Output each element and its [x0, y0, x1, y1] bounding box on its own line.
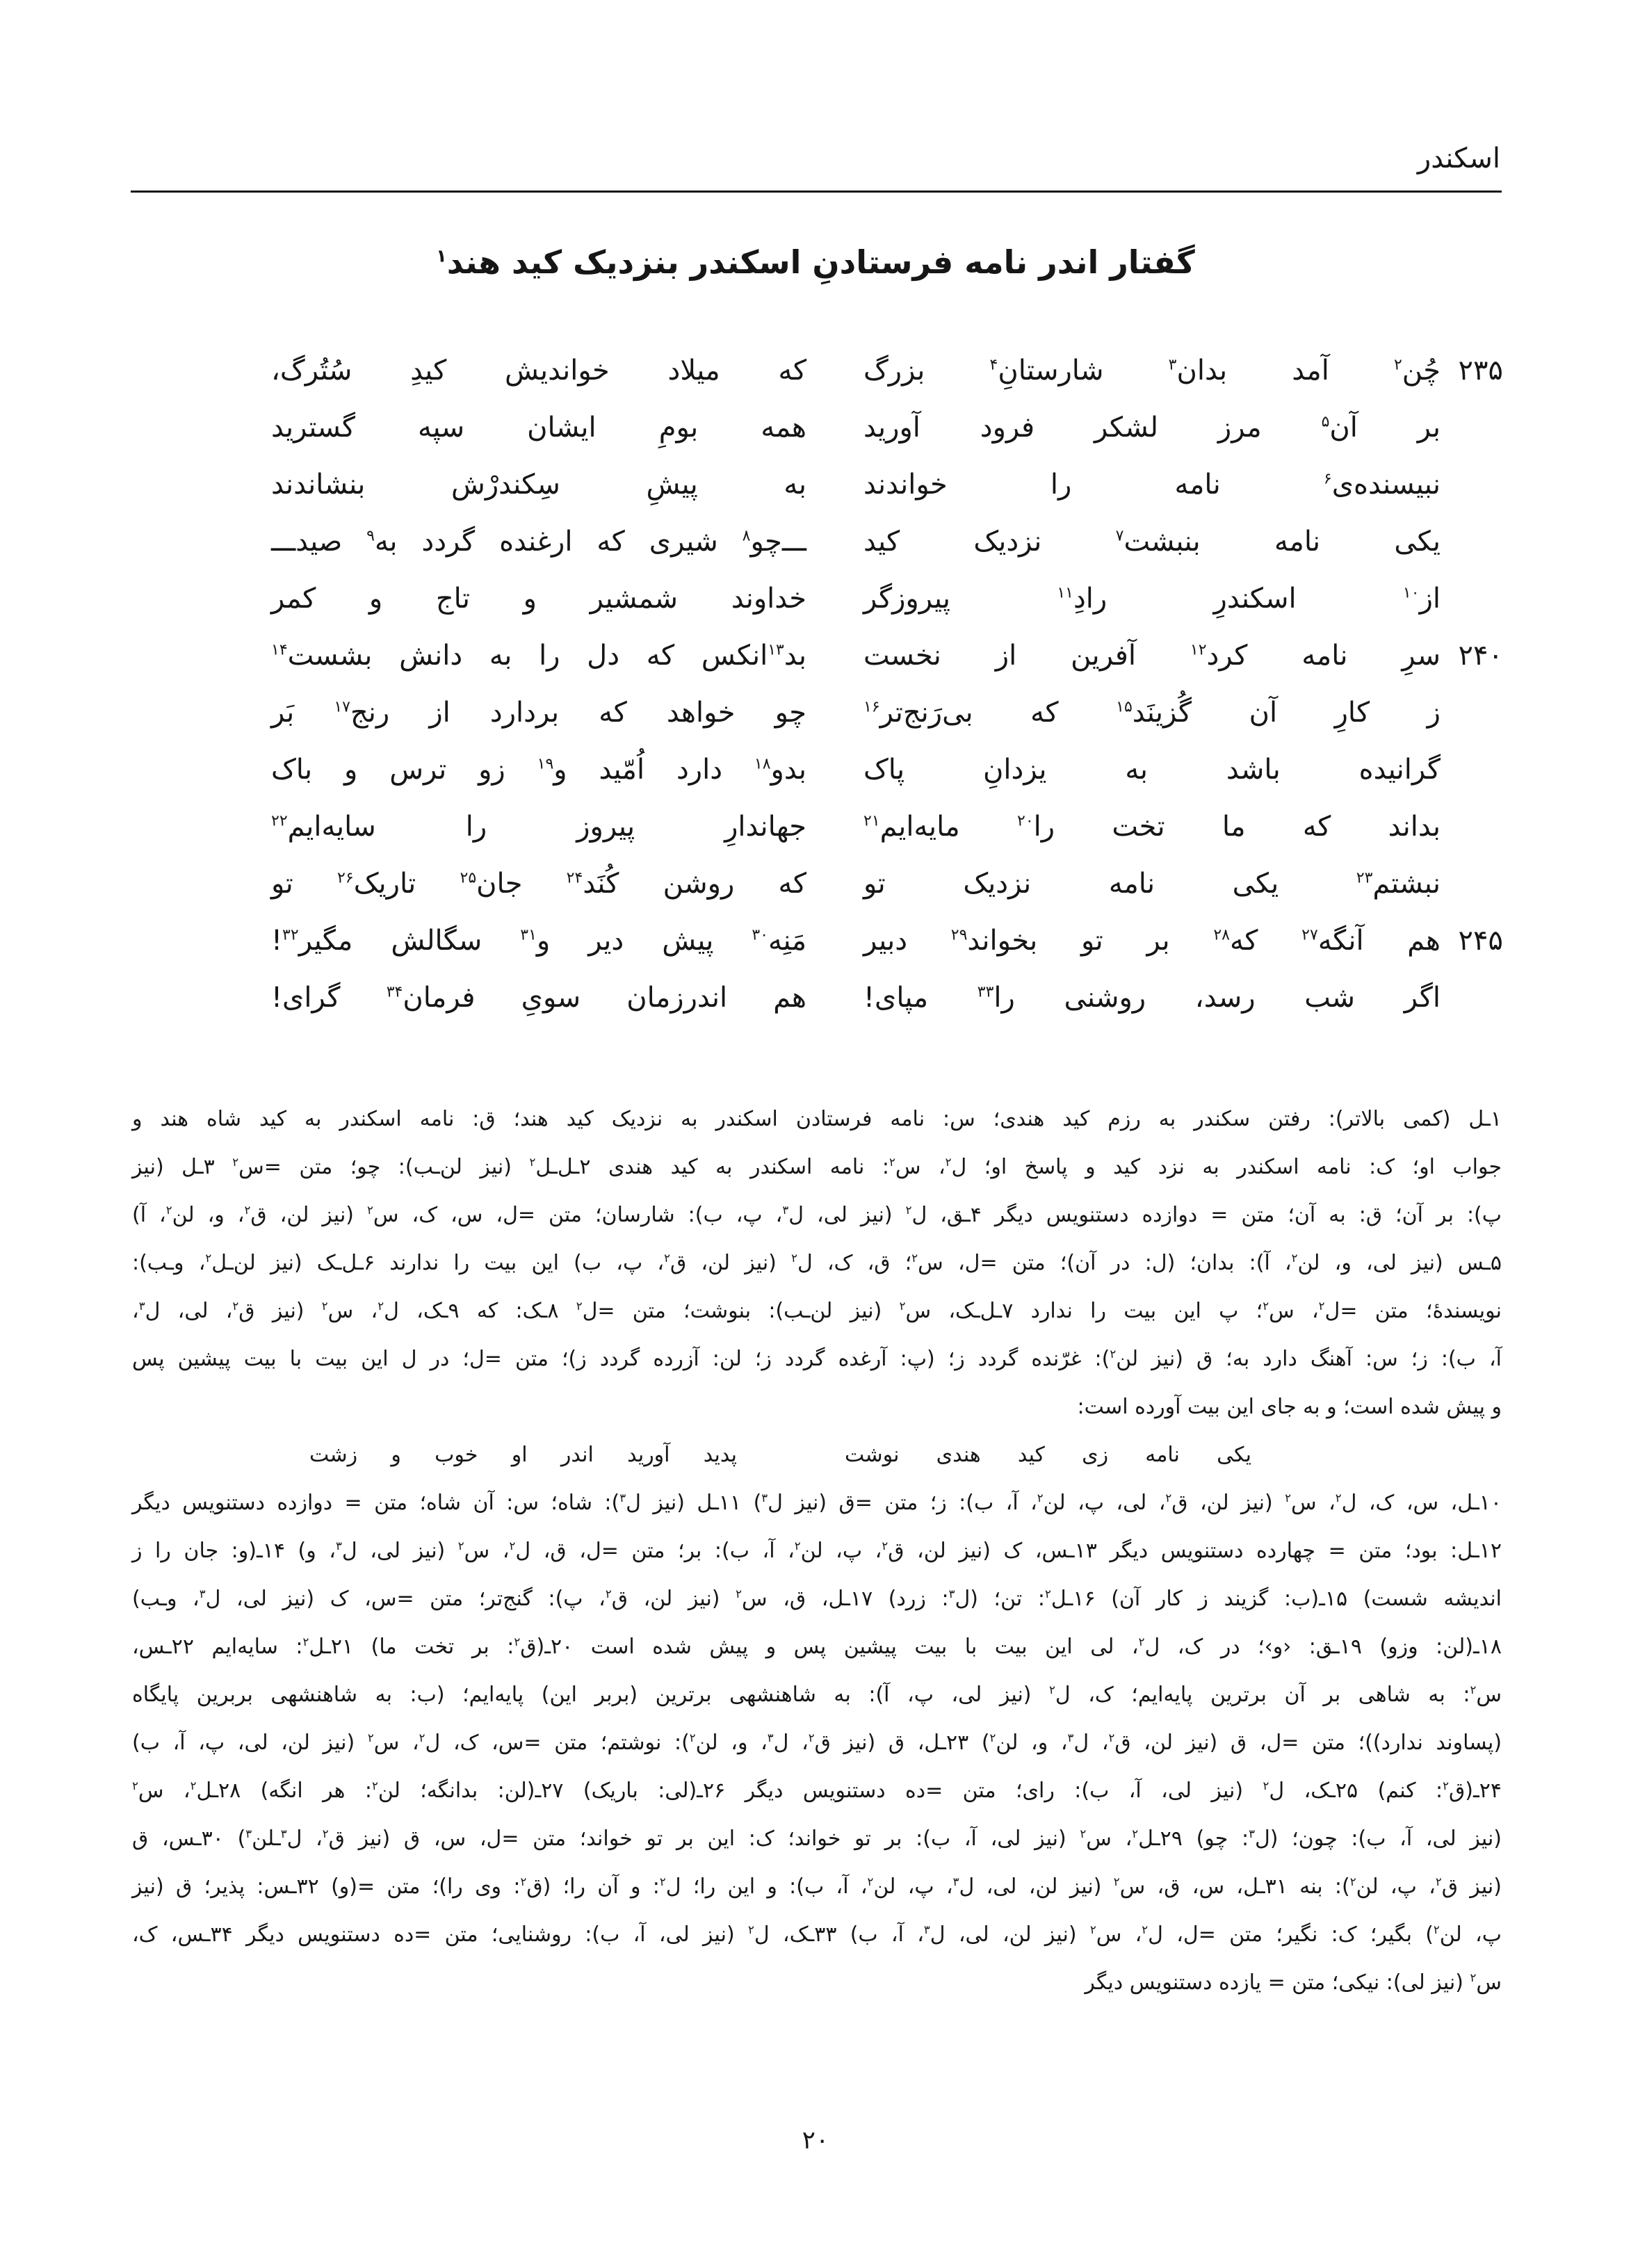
poem-verse-row: [0, 684, 1631, 741]
hemistich-right: چُن$^۲$ آمد بدان$^۳$ شارستانِ$^۴$ بزرگ: [863, 355, 1441, 387]
hemistich-right: اگر شب رسد، روشنی را$^{۳۳}$ مپای!: [863, 982, 1441, 1014]
hemistich-left: ـــ‌چو$^۸$ شیری که ارغنده گردد به$^۹$ صیدـــ: [271, 526, 807, 558]
apparatus-line: (نیز لی، آ، ب): چون؛ (ل$^۳$: چو) ۲۹ـل$^۲$، س$^۲$ (نیز لی، آ، ب): بر تو خواند؛ ک: این بر تو خواند؛ متن =ل، س، ق (نیز ق$^۲$، ل$^۳$ـلن$^۳$) ۳۰ـس، ق: [132, 1826, 1502, 1851]
hemistich-right: یکی نامه بنبشت$^۷$ نزدیک کید: [863, 526, 1441, 558]
poem-verse-row: [0, 627, 1631, 684]
apparatus-line: ۲۴ـ(ق$^۲$: کنم) ۲۵ـک، ل$^۲$ (نیز لی، آ، ب): رای؛ متن =ده دستنویس دیگر ۲۶ـ(لی: باریک) ۲۷ـ(لن: بدانگه؛ لن$^۲$: هر انگه) ۲۸ـل$^۲$، س$^۲$: [132, 1779, 1502, 1803]
hemistich-right: نبشتم$^{۲۳}$ یکی نامه نزدیک تو: [863, 868, 1441, 900]
apparatus-line: س$^۲$ (نیز لی): نیکی؛ متن = یازده دستنویس دیگر: [1085, 1970, 1502, 1995]
hemistich-left: بدو$^{۱۸}$ دارد اُمّید و$^{۱۹}$ زو ترس و باک: [271, 754, 806, 786]
poem-block: [0, 342, 1631, 1026]
apparatus-line: س$^۲$: به شاهی بر آن برترین پایه‌ایم؛ ک، ل$^۲$ (نیز لی، پ، آ): به شاهنشهی برترین (بربر این) پایه‌ایم؛ (ب: به شاهنشهی بربرین پایگاه: [132, 1683, 1502, 1707]
hemistich-right: بر آن$^۵$ مرز لشکر فرود آورید: [863, 412, 1441, 444]
running-header: اسکندر: [1417, 143, 1500, 175]
apparatus-line: ۵ـس (نیز لی، و، لن$^۲$، آ): بدان؛ (ل: در آن)؛ متن =ل، س$^۲$؛ ق، ک، ل$^۲$ (نیز لن، ق$^۲$، پ، ب) این بیت را ندارند ۶ـل‌ـک (نیز لن‌ـل$^۲$، وـب):: [132, 1251, 1502, 1275]
poem-verse-row: [0, 855, 1631, 912]
apparatus-verse-right: یکی نامه زی کید هندی نوشت: [845, 1443, 1251, 1467]
hemistich-left: مَنِه$^{۳۰}$ پیش دیر و$^{۳۱}$ سگالش مگیر$^{۳۲}$!: [271, 925, 806, 957]
hemistich-right: سرِ نامه کرد$^{۱۲}$ آفرین از نخست: [863, 640, 1441, 672]
apparatus-line: آ، ب): ز؛ س: آهنگ دارد به؛ ق (نیز لن$^۲$): غرّنده گردد ز؛ (پ: آرغده گردد ز؛ لن: آزرده گردد ز)؛ متن =ل؛ در ل این بیت با بیت پیشین پس: [132, 1347, 1502, 1371]
hemistich-left: بد$^{۱۳}$انکس که دل را به دانش بشست$^{۱۴}$: [271, 640, 806, 672]
page-number: ۲۰: [802, 2126, 829, 2155]
apparatus-line: پ): بر آن؛ ق: به آن؛ متن = دوازده دستنویس دیگر ۴ـق، ل$^۲$ (نیز لی، ل$^۳$، پ، ب): شارسان؛ متن =ل، س، ک، س$^۲$ (نیز لن، ق$^۲$، و، لن$^۲$، آ): [132, 1203, 1502, 1227]
hemistich-left: چو خواهد که بردارد از رنج$^{۱۷}$ بَر: [271, 697, 806, 729]
apparatus-line: ۱۲ـل: بود؛ متن = چهارده دستنویس دیگر ۱۳ـس، ک (نیز لن، ق$^۲$، پ، لن$^۲$، آ، ب): بر؛ متن =ل، ق، ل$^۲$، س$^۲$ (نیز لی، ل$^۳$، و) ۱۴ـ(و: جان را ز: [132, 1539, 1502, 1563]
apparatus-line: ۱۰ـل، س، ک، ل$^۲$، س$^۲$ (نیز لن، ق$^۲$، لی، پ، لن$^۲$، آ، ب): ز؛ متن =ق (نیز ل$^۳$) ۱۱ـل (نیز ل$^۳$): شاه؛ س: آن شاه؛ متن = دوازده دستنویس دیگر: [132, 1491, 1502, 1515]
poem-verse-row: [0, 741, 1631, 798]
hemistich-left: جهاندارِ پیروز را سایه‌ایم$^{۲۲}$: [271, 811, 806, 843]
verse-number: ۲۴۰: [1458, 640, 1503, 672]
hemistich-left: خداوند شمشیر و تاج و کمر: [271, 583, 806, 615]
poem-verse-row: [0, 342, 1631, 399]
poem-verse-row: [0, 969, 1631, 1026]
hemistich-right: بداند که ما تخت را$^{۲۰}$ مایه‌ایم$^{۲۱}$: [863, 811, 1441, 843]
critical-apparatus: [132, 1095, 1502, 2007]
apparatus-line: ۱ـل (کمی بالاتر): رفتن سکندر به رزم کید هندی؛ س: نامه فرستادن اسکندر به نزدیک کید هند؛ ق: نامه اسکندر به کید شاه هند و: [132, 1107, 1502, 1131]
hemistich-left: همه بومِ ایشان سپه گسترید: [271, 412, 806, 444]
hemistich-right: هم آنگه$^{۲۷}$ که$^{۲۸}$ بر تو بخواند$^{۲۹}$ دبیر: [863, 925, 1441, 957]
apparatus-line: ۱۸ـ(لن: وزو) ۱۹ـق: ‹و›؛ در ک، ل$^۲$، لی این بیت با بیت پیشین پس و پیش شده است ۲۰ـ(ق$^۲$: بر تخت ما) ۲۱ـل$^۲$: سایه‌ایم ۲۲ـس،: [132, 1635, 1502, 1659]
apparatus-line: (نیز ق$^۲$، پ، لن$^۲$): بنه ۳۱ـل، س، ق، س$^۲$ (نیز لن، لی، ل$^۳$، پ، لن$^۲$، آ، ب): و این را؛ ل$^۲$: و آن را؛ (ق$^۲$: وی را)؛ متن =(و) ۳۲ـس: پذیر؛ ق (نیز: [132, 1874, 1502, 1899]
apparatus-verse-left: پدید آورید اندر او خوب و زشت: [309, 1443, 737, 1467]
verse-number: ۲۴۵: [1458, 925, 1503, 957]
hemistich-right: گرانیده باشد به یزدانِ پاک: [863, 754, 1441, 786]
poem-verse-row: [0, 513, 1631, 570]
apparatus-line: نویسندهٔ؛ متن =ل$^۲$، س$^۲$؛ پ این بیت را ندارد ۷ـل‌ـک، س$^۲$ (نیز لن‌ـب): بنوشت؛ متن =ل$^۲$ ۸ـک: که ۹ـک، ل$^۲$، س$^۲$ (نیز ق$^۲$، لی، ل$^۳$،: [132, 1299, 1502, 1323]
hemistich-left: که میلاد خواندیش کیدِ سُتُرگ،: [271, 355, 806, 387]
hemistich-left: هم اندرزمان سویِ فرمان$^{۳۴}$ گرای!: [271, 982, 806, 1014]
verse-number: ۲۳۵: [1458, 355, 1503, 387]
apparatus-line: اندیشه شست) ۱۵ـ(ب: گزیند ز کار آن) ۱۶ـل$^۲$: تن؛ (ل$^۳$: زرد) ۱۷ـل، ق، س$^۲$ (نیز لن، ق$^۲$، پ): گنج‌تر؛ متن =س، ک (نیز لی، ل$^۳$، وـب): [132, 1587, 1502, 1611]
hemistich-right: نبیسنده‌ی$^۶$ نامه را خواندند: [863, 469, 1441, 501]
poem-verse-row: [0, 912, 1631, 969]
hemistich-right: ز کارِ آن گُزینَد$^{۱۵}$ که بی‌رَنج‌تر$^{۱۶}$: [863, 697, 1441, 729]
hemistich-right: از$^{۱۰}$ اسکندرِ رادِ$^{۱۱}$ پیروزگر: [863, 583, 1441, 615]
poem-verse-row: [0, 570, 1631, 627]
hemistich-left: به پیشِ سِکندرْش بنشاندند: [271, 469, 806, 501]
hemistich-left: که روشن کُنَد$^{۲۴}$ جان$^{۲۵}$ تاریک$^{۲۶}$ تو: [271, 868, 806, 900]
poem-verse-row: [0, 399, 1631, 456]
poem-verse-row: [0, 456, 1631, 513]
header-rule: [131, 191, 1502, 193]
apparatus-line: (پساوند ندارد))؛ متن =ل، ق (نیز لن، ق$^۲$، ل$^۳$، و، لن$^۲$) ۲۳ـل، ق (نیز ق$^۲$، ل$^۳$، و، لن$^۲$): نوشتم؛ متن =س، ک، ل$^۲$، س$^۲$ (نیز لن، لی، پ، آ، ب): [132, 1731, 1502, 1755]
chapter-title: گفتار اندر نامه فرستادنِ اسکندر بنزدیک کید هند$^۱$: [436, 243, 1195, 281]
apparatus-verse: [132, 1431, 1502, 1479]
poem-verse-row: [0, 798, 1631, 855]
apparatus-line: و پیش شده است؛ و به جای این بیت آورده است:: [1077, 1395, 1502, 1419]
apparatus-line: پ، لن$^۲$) بگیر؛ ک: نگیر؛ متن =ل، ل$^۲$، س$^۲$ (نیز لن، لی، ل$^۳$، آ، ب) ۳۳ـک، ل$^۲$ (نیز لی، آ، ب): روشنایی؛ متن =ده دستنویس دیگر ۳۴ـس، ک،: [132, 1922, 1502, 1947]
apparatus-line: جواب او؛ ک: نامه اسکندر به نزد کید و پاسخ او؛ ل$^۲$، س$^۲$: نامه اسکندر به کید هندی ۲ـل‌ـل$^۲$ (نیز لن‌ـب): چو؛ متن =س$^۲$ ۳ـل (نیز: [132, 1155, 1502, 1179]
